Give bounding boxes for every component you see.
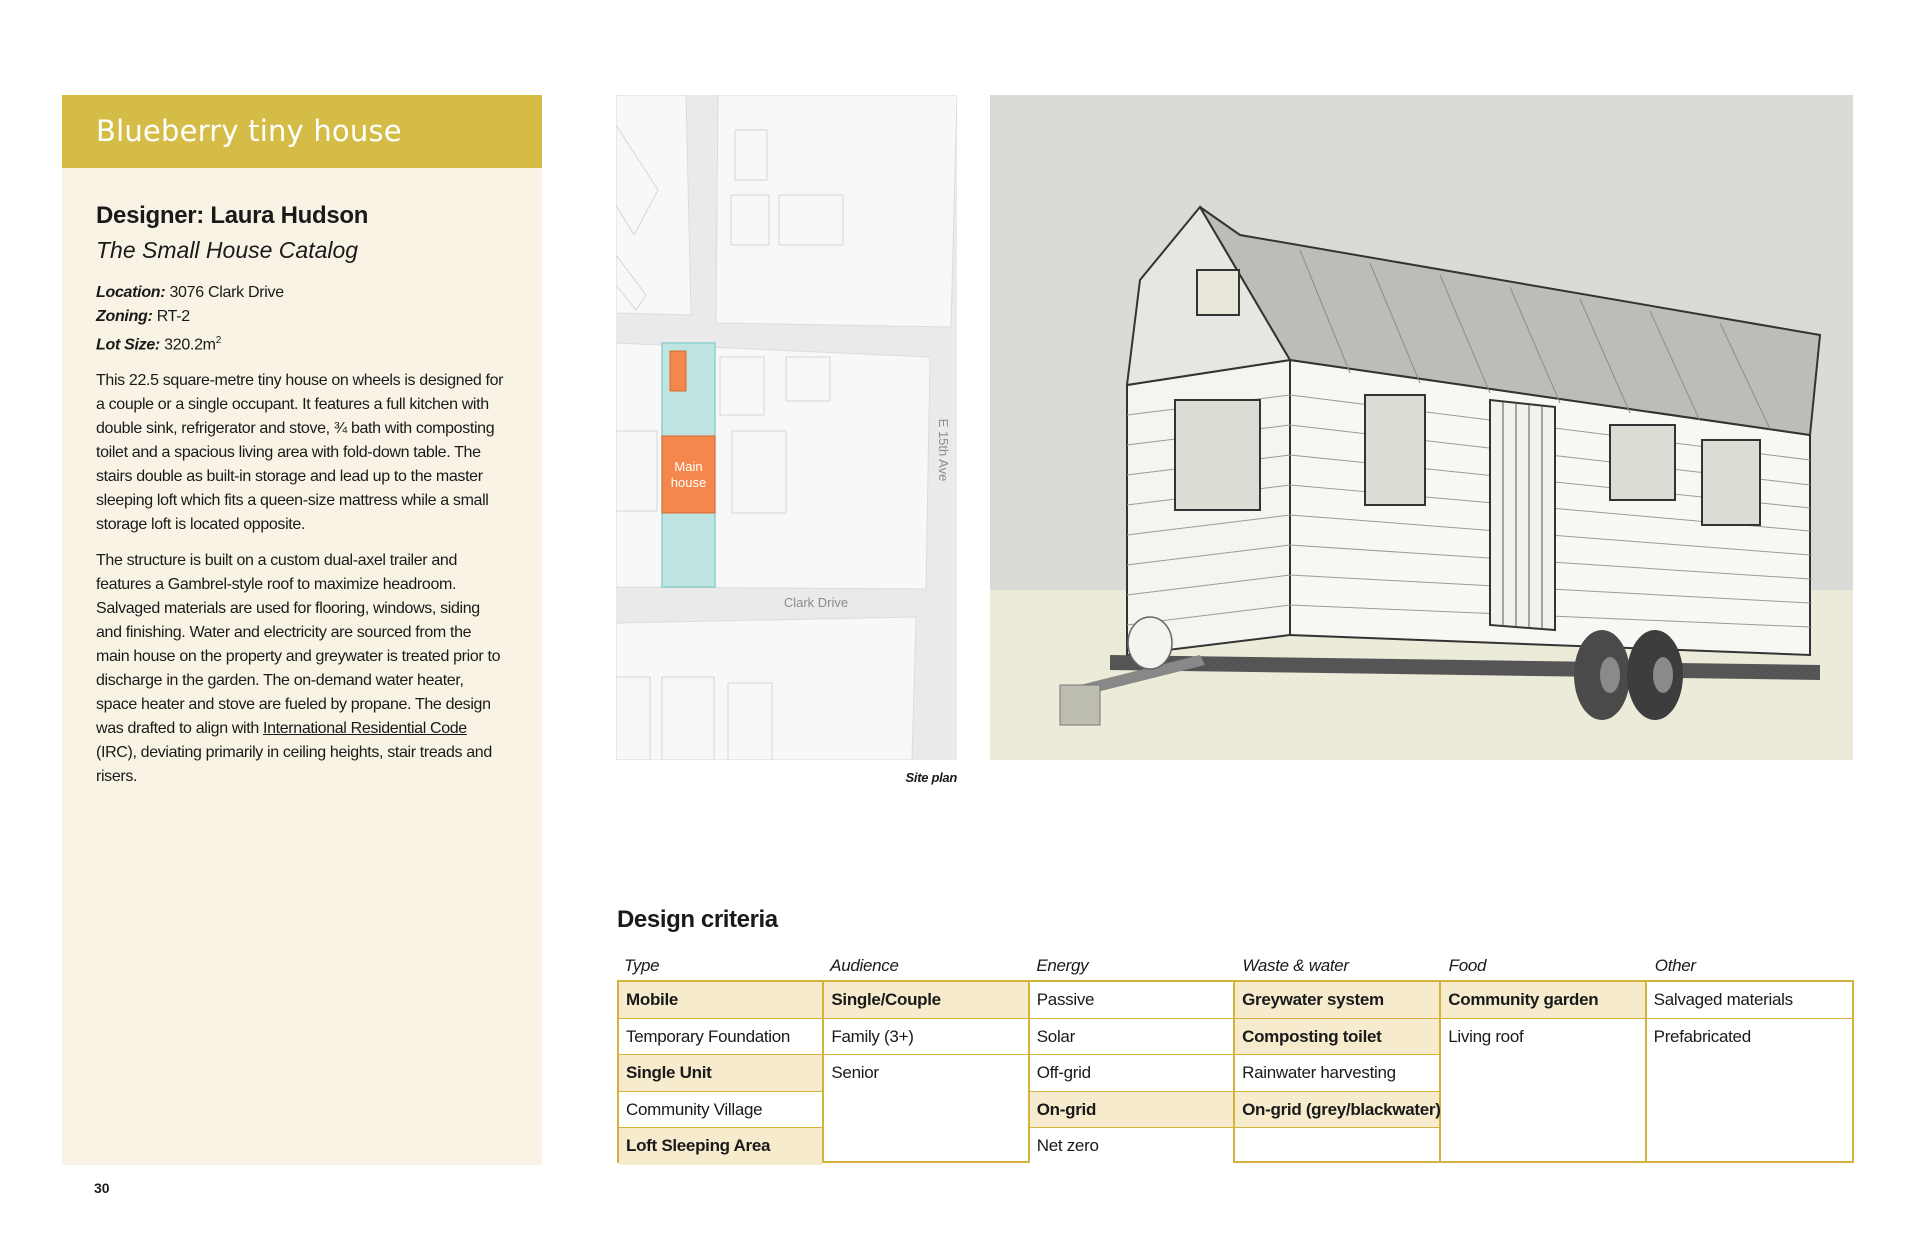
irc-link[interactable]: International Residential Code xyxy=(263,720,467,738)
loft-window xyxy=(1197,270,1239,315)
info-body xyxy=(62,168,542,789)
criteria-item: Passive xyxy=(1030,982,1233,1019)
column-header-food: Food xyxy=(1448,956,1487,975)
criteria-item: Community Village xyxy=(619,1092,822,1129)
main-house-label-2: house xyxy=(670,475,707,490)
location-line xyxy=(96,281,508,305)
trailer-jack-block xyxy=(1060,685,1100,725)
side-window-2 xyxy=(1610,425,1675,500)
criteria-item: Rainwater harvesting xyxy=(1235,1055,1439,1092)
criteria-item: Single Unit xyxy=(619,1055,822,1092)
wheel-hub-2 xyxy=(1653,657,1673,693)
design-criteria-table xyxy=(617,952,1854,1163)
page-number: 30 xyxy=(94,1180,110,1196)
column-header-type: Type xyxy=(624,956,660,975)
description-paragraph-2 xyxy=(96,549,508,789)
parcel-top-left xyxy=(616,95,691,315)
criteria-item: Off-grid xyxy=(1030,1055,1233,1092)
criteria-item: Net zero xyxy=(1030,1128,1233,1165)
design-criteria-title: Design criteria xyxy=(617,906,778,933)
criteria-item: Loft Sleeping Area xyxy=(619,1128,822,1165)
criteria-item: On-grid xyxy=(1030,1092,1233,1129)
propane-tank xyxy=(1128,617,1172,669)
criteria-item: Living roof xyxy=(1441,1019,1644,1056)
criteria-column-headers xyxy=(617,952,1854,980)
criteria-column-food xyxy=(1441,982,1646,1161)
street-label-clark: Clark Drive xyxy=(783,595,849,610)
zoning-line xyxy=(96,305,508,329)
lot-size-value: 320.2m xyxy=(164,336,216,354)
criteria-item: Prefabricated xyxy=(1647,1019,1852,1056)
designer-name: Designer: Laura Hudson xyxy=(96,202,369,229)
criteria-item: Temporary Foundation xyxy=(619,1019,822,1056)
criteria-item: Greywater system xyxy=(1235,982,1439,1019)
criteria-item: Composting toilet xyxy=(1235,1019,1439,1056)
side-window-1 xyxy=(1365,395,1425,505)
location-label: Location: xyxy=(96,284,166,301)
side-window-3 xyxy=(1702,440,1760,525)
wheel-hub-1 xyxy=(1600,657,1620,693)
criteria-item: Senior xyxy=(824,1055,1027,1092)
description-paragraph-1: This 22.5 square-metre tiny house on wheels is designed for a couple or a single occupant. It features a full kitchen with double sink, refrigerator and stove, ¾ bath with composting toilet and a spacious living area with fold-down table. The stairs double as built-in storage and lead up to the master sleeping loft which fits a queen-size mattress while a small storage loft is located opposite. xyxy=(96,372,504,534)
site-plan-drawing xyxy=(616,95,957,760)
column-header-energy: Energy xyxy=(1036,956,1089,975)
lot-size-sup: 2 xyxy=(215,335,221,346)
catalog-name: The Small House Catalog xyxy=(96,237,359,263)
house-door xyxy=(1490,400,1555,630)
house-title: Blueberry tiny house xyxy=(62,95,542,168)
column-header-audience: Audience xyxy=(830,956,899,975)
criteria-grid xyxy=(617,980,1854,1163)
site-plan-caption: Site plan xyxy=(905,770,957,785)
criteria-item: On-grid (grey/blackwater) xyxy=(1235,1092,1439,1129)
zoning-value: RT-2 xyxy=(156,308,190,325)
criteria-item: Salvaged materials xyxy=(1647,982,1852,1019)
tiny-house-render xyxy=(990,95,1853,760)
paragraph-2-text-a: The structure is built on a custom dual-axel trailer and features a Gambrel-style roof to maximize headroom. Salvaged materials are used for flooring, windows, siding and finishing. Water and electricity are sourced from the main house on the property and greywater is treated prior to discharge in the garden. The on-demand water heater, space heater and stove are fueled by propane. The design was drafted to align with xyxy=(96,552,501,738)
criteria-item: Mobile xyxy=(619,982,822,1019)
criteria-column-type xyxy=(619,982,824,1161)
street-label-e15th: E 15th Ave xyxy=(936,418,951,482)
criteria-item: Solar xyxy=(1030,1019,1233,1056)
lot-size-label: Lot Size: xyxy=(96,336,160,354)
lot-size-line xyxy=(96,329,508,357)
main-house-label-1: Main xyxy=(674,459,703,474)
column-header-other: Other xyxy=(1654,956,1696,975)
criteria-item: Community garden xyxy=(1441,982,1644,1019)
location-value: 3076 Clark Drive xyxy=(169,284,284,301)
criteria-item: Family (3+) xyxy=(824,1019,1027,1056)
criteria-column-energy xyxy=(1030,982,1235,1161)
tiny-house-illustration xyxy=(990,95,1853,760)
criteria-column-other xyxy=(1647,982,1852,1161)
criteria-item: Single/Couple xyxy=(824,982,1027,1019)
parcel-bottom xyxy=(616,617,916,760)
zoning-label: Zoning: xyxy=(96,308,153,325)
tiny-house-footprint xyxy=(670,351,686,391)
site-plan xyxy=(616,95,957,760)
info-panel xyxy=(62,95,542,1165)
criteria-column-waste-water xyxy=(1235,982,1441,1161)
paragraph-2-text-b: (IRC), deviating primarily in ceiling heights, stair treads and risers. xyxy=(96,744,492,786)
front-window xyxy=(1175,400,1260,510)
criteria-column-audience xyxy=(824,982,1029,1161)
column-header-waste-water: Waste & water xyxy=(1242,956,1349,975)
